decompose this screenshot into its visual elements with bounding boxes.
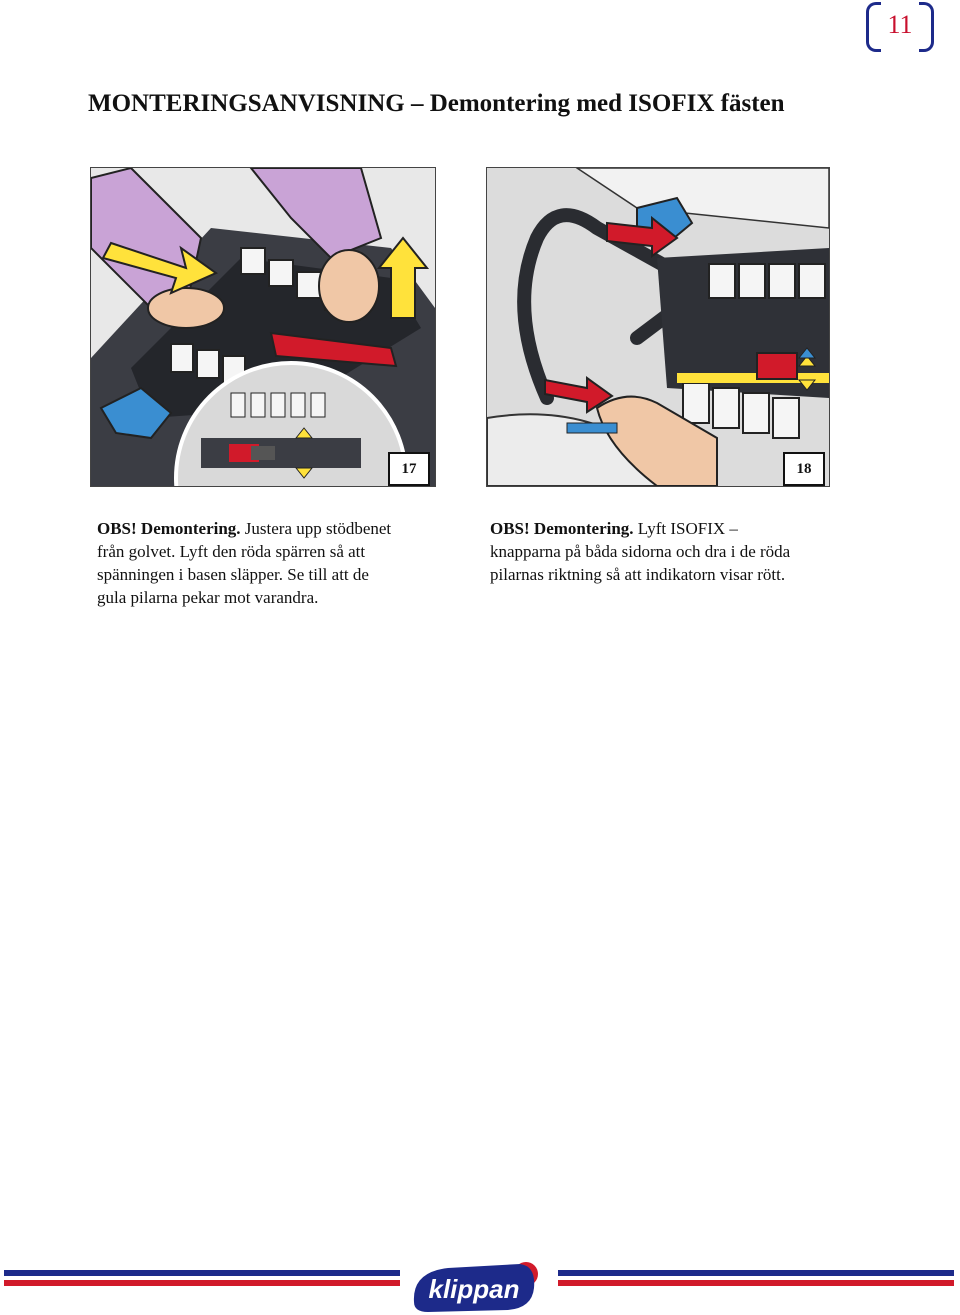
footer [0,1258,960,1315]
caption-17 [97,517,397,609]
footer-stripe-blue-right [558,1270,954,1276]
logo-text: klippan [428,1274,520,1304]
caption-18-lead: OBS! Demontering. [490,519,634,538]
illustration-isofix-buttons [487,168,829,486]
footer-stripe-blue-left [4,1270,400,1276]
figure-17 [90,167,436,487]
caption-18-text: Lyft ISOFIX – knapparna på båda sidorna och dra i de röda pilarnas riktning så att indikatorn visar rött. [490,519,791,584]
caption-17-lead: OBS! Demontering. [97,519,241,538]
illustration-release-lever [91,168,435,486]
klippan-logo [408,1258,548,1315]
page-title: MONTERINGSANVISNING – Demontering med ISOFIX fästen [88,90,785,117]
figure-label-17: 17 [388,452,430,486]
caption-17-text: Justera upp stödbenet från golvet. Lyft den röda spärren så att spänningen i basen släpper. Se till att de gula pilarna pekar mot varandra. [97,519,392,607]
page-number-value: 11 [887,10,913,39]
caption-18 [490,517,810,586]
footer-stripe-red-left [4,1280,400,1286]
figure-label-18: 18 [783,452,825,486]
page-number [866,2,934,50]
figure-18 [486,167,830,487]
footer-stripe-red-right [558,1280,954,1286]
